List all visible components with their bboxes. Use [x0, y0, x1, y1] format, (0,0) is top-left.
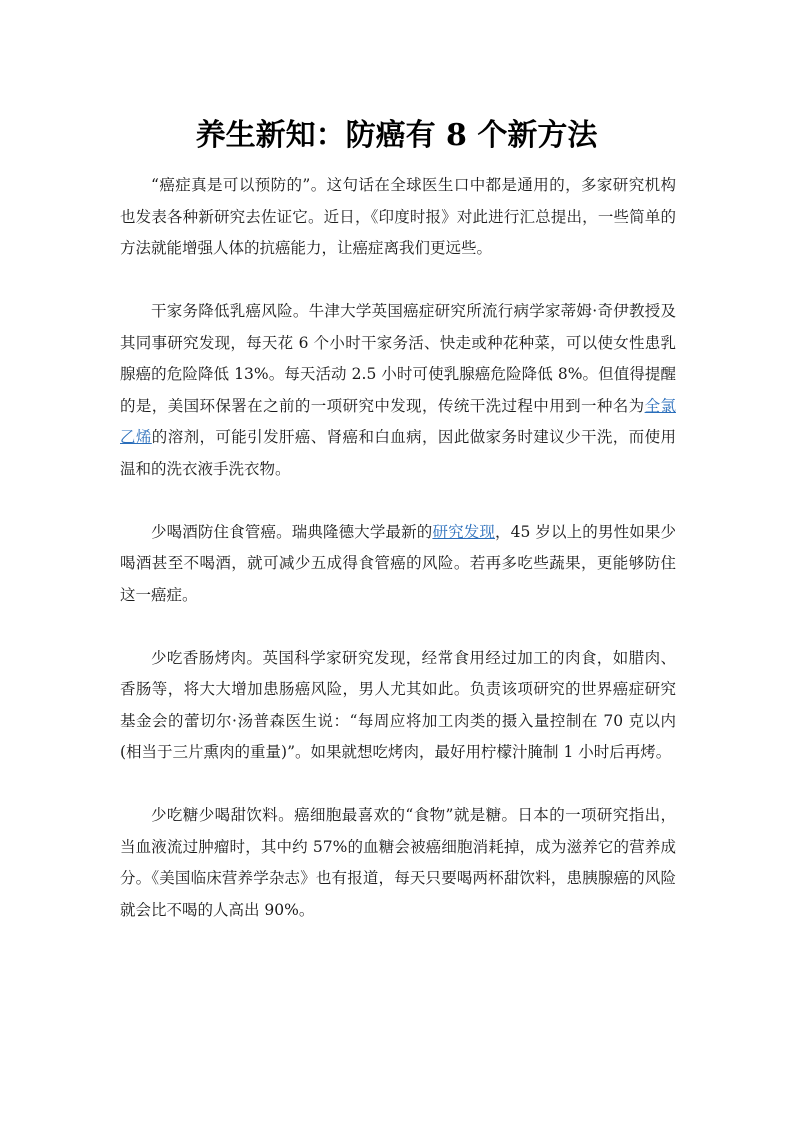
paragraph-alcohol-text-after: ，45 岁以上的男性如果少喝酒甚至不喝酒，就可减少五成得食管癌的风险。若再多吃些蔬果，更能够防住这一癌症。 — [120, 522, 676, 604]
paragraph-housework — [120, 296, 676, 485]
article-title: 养生新知：防癌有 8 个新方法 — [195, 118, 598, 153]
paragraph-alcohol — [120, 517, 676, 612]
paragraph-housework-text-after: 的溶剂，可能引发肝癌、肾癌和白血病，因此做家务时建议少干洗，而使用温和的洗衣液手洗衣物。 — [120, 428, 676, 478]
paragraph-sugar: 少吃糖少喝甜饮料。癌细胞最喜欢的“食物”就是糖。日本的一项研究指出，当血液流过肿瘤时，其中约 57%的血糖会被癌细胞消耗掉，成为滋养它的营养成分。《美国临床营养学杂志》也有报道，每天只要喝两杯甜饮料，患胰腺癌的风险就会比不喝的人高出 90%。 — [120, 806, 676, 919]
paragraph-housework-text-before: 干家务降低乳癌风险。牛津大学英国癌症研究所流行病学家蒂姆·奇伊教授及其同事研究发现，每天花 6 个小时干家务活、快走或种花种菜，可以使女性患乳腺癌的危险降低 13%。每天活动 2.5 小时可使乳腺癌危险降低 8%。但值得提醒的是，美国环保署在之前的一项研究中发现，传统干洗过程中用到一种名为 — [120, 302, 676, 415]
paragraph-processed-meat: 少吃香肠烤肉。英国科学家研究发现，经常食用经过加工的肉食，如腊肉、香肠等，将大大增加患肠癌风险，男人尤其如此。负责该项研究的世界癌症研究基金会的蕾切尔·汤普森医生说：“每周应将加工肉类的摄入量控制在 70 克以内(相当于三片熏肉的重量)”。如果就想吃烤肉，最好用柠檬汁腌制 1 小时后再烤。 — [120, 648, 676, 761]
paragraph-alcohol-text-before: 少喝酒防住食管癌。瑞典隆德大学最新的 — [151, 522, 433, 541]
link-research-findings[interactable]: 研究发现 — [432, 522, 495, 541]
link-perchloroethylene[interactable]: 全氯乙烯 — [120, 396, 676, 446]
paragraph-intro: “癌症真是可以预防的”。这句话在全球医生口中都是通用的，多家研究机构也发表各种新研究去佐证它。近日，《印度时报》对此进行汇总提出，一些简单的方法就能增强人体的抗癌能力，让癌症离我们更远些。 — [120, 176, 676, 257]
article-body — [120, 170, 676, 958]
